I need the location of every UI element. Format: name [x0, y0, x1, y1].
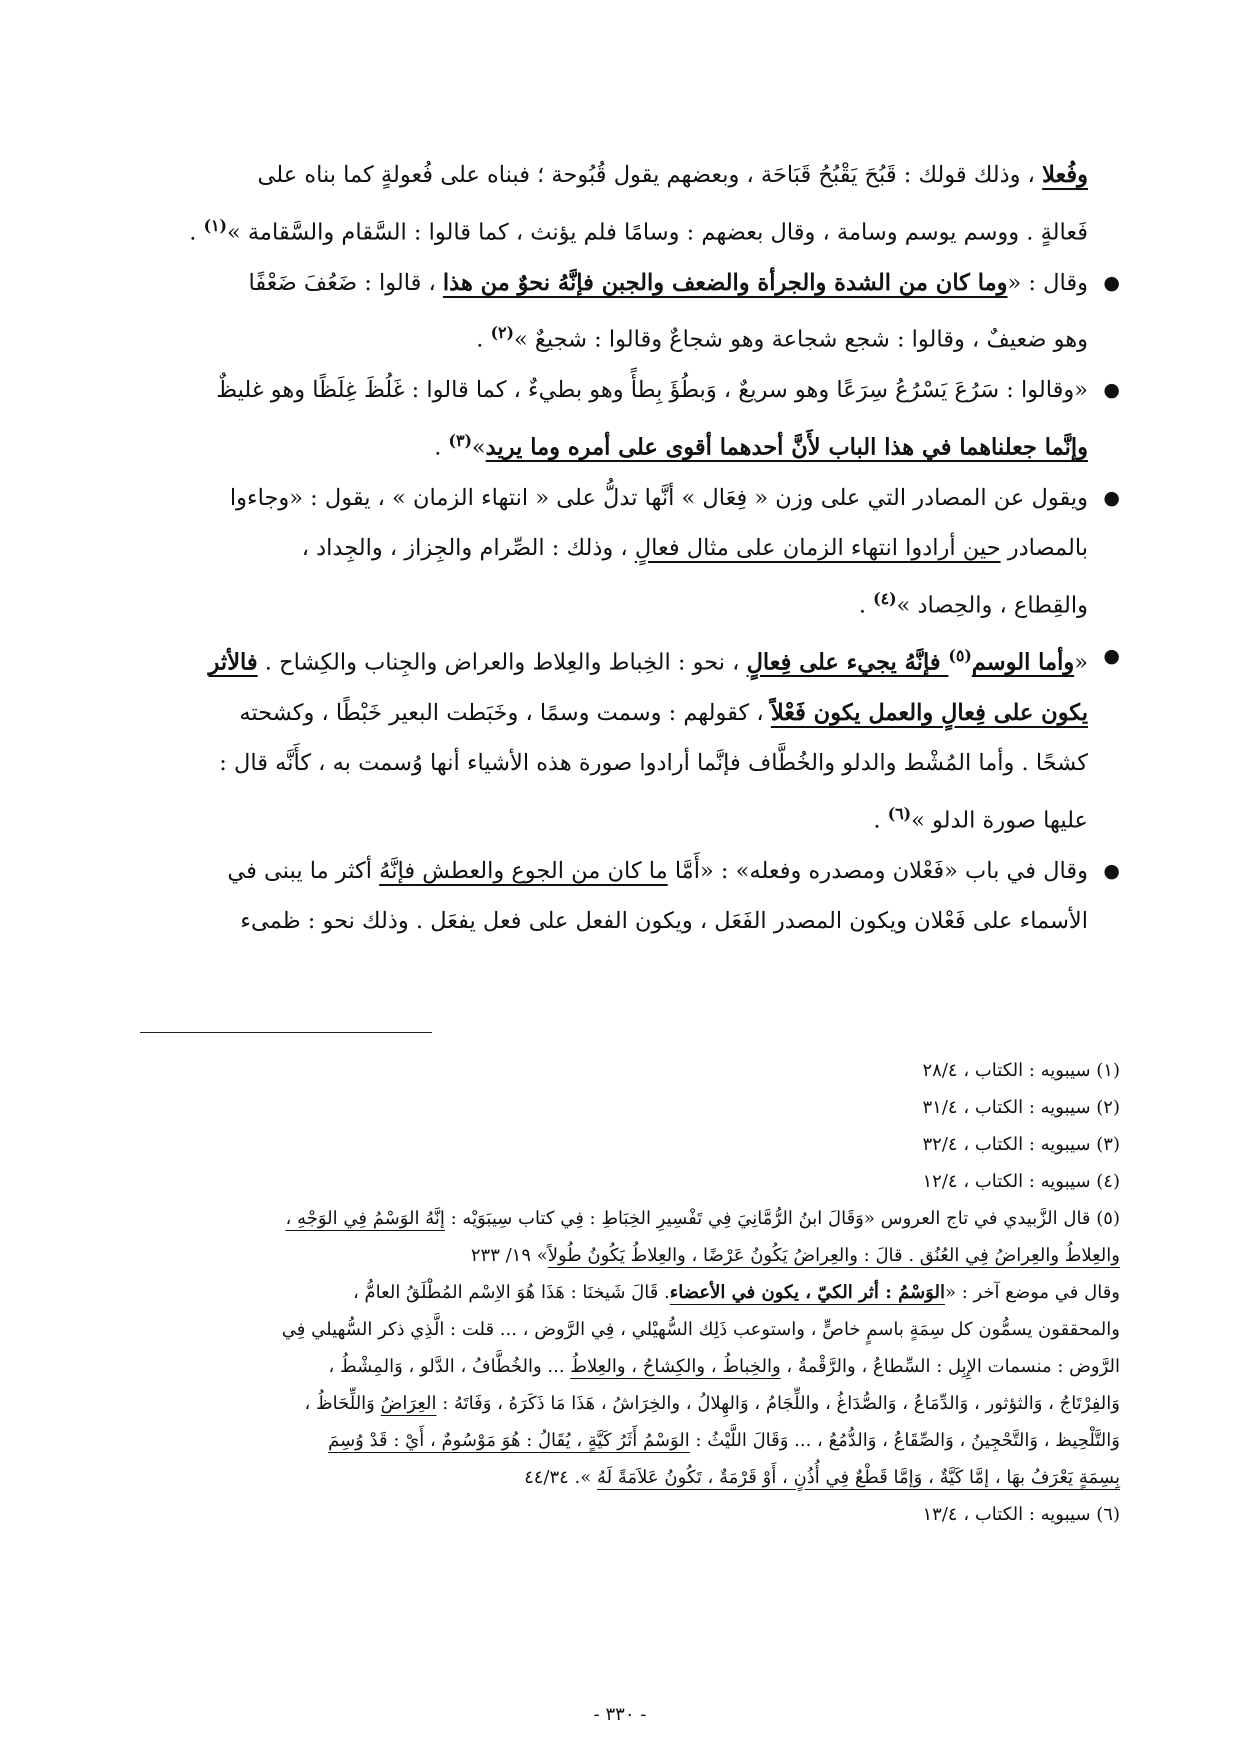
text-run: . قَالَ شَيخنَا : هَذَا هُوَ الاِسْم المُطْلَقُ العامُّ ،	[352, 1282, 670, 1303]
bullet-item	[120, 631, 1120, 688]
underlined-quote: وأما الوسم	[971, 649, 1075, 675]
bullet-item-cont	[120, 896, 1120, 947]
footnote-ref-1[interactable]: (١)	[203, 215, 227, 235]
footnote-ref-3[interactable]: (٣)	[448, 430, 472, 450]
text-run: «	[1074, 649, 1088, 675]
text-run: .	[858, 592, 874, 618]
footnote-separator	[140, 1032, 432, 1033]
text-run: .	[476, 326, 491, 353]
text-run: ويقول عن المصادر التي على وزن « فِعَال » أنَّها تدلُّ على « انتهاء الزمان » ، يقول : «وجاءوا	[229, 484, 1088, 511]
underlined-term: وفُعلا	[1042, 162, 1088, 188]
underlined-phrase: بِسِمَةٍ يَعْرَفُ بهَا ، إمَّا كَيَّةٌ ، وَإمَّا قَطْعٌ فِي أُذُنٍ ، أَوْ قَرْمَةٌ ، تَكُونُ عَلاَمَةً لَهُ	[597, 1467, 1120, 1488]
text-run: وقال في باب «فَعْلان ومصدره وفعله» : «أَمَّا	[667, 857, 1088, 884]
footnote-5-cont	[120, 1237, 1120, 1274]
bullet-dot-icon: ●	[1103, 271, 1120, 294]
bullet-item-cont	[120, 416, 1120, 473]
footnote-ref-2[interactable]: (٢)	[490, 323, 514, 342]
underlined-quote: فإنَّهُ يجيء على فِعالٍ	[746, 649, 949, 675]
text-run: وَالفِرْتَاجُ ، وَالثؤثور ، وَالدِّمَاعُ ، وَالصُّدَاغُ ، واللِّجَامُ ، وَالهِلالُ ، والخِرَاشُ ، هَذَا مَا ذَكَرَهُ ، وَفَاتَهُ :	[436, 1393, 1120, 1414]
underlined-quote: وإنَّما جعلناهما في هذا الباب لأَنَّ أحدهما أقوى على أمره وما يريد	[485, 434, 1088, 460]
underlined-phrase: والخِباطُ ، والكِشاحُ ، والعِلاطُ	[570, 1356, 781, 1377]
text-run: وَاللِّحَاظُ ،	[304, 1393, 381, 1414]
text-run: والقِطاع ، والحِصاد »	[896, 592, 1088, 618]
page-number: - ٣٣٠ -	[593, 1704, 647, 1725]
bullet-item	[120, 473, 1120, 524]
bullet-dot-icon: ●	[1103, 644, 1120, 667]
footnote-2: (٢) سيبويه : الكتاب ، ٣١/٤	[922, 1097, 1120, 1118]
text-run: ، وذلك قولك : قَبُحَ يَقْبُحُ قَبَاحَة ، وبعضهم يقول قُبُوحة ؛ فبناه على فُعولةٍ كما بناه على	[257, 162, 1043, 188]
footnote-4: (٤) سيبويه : الكتاب ، ١٢/٤	[922, 1171, 1120, 1192]
bullet-item	[120, 365, 1120, 416]
text-run: وقال في موضع آخر : «	[944, 1282, 1120, 1303]
text-run: .	[873, 807, 888, 833]
text-run: «وقالوا : سَرُعَ يَسْرُعُ سِرَعًا وهو سريعٌ ، وَبطُؤَ بِطأً وهو بطيءٌ ، كما قالوا : غَلُظَ غِلَظًا وهو غليظٌ	[216, 377, 1088, 403]
underlined-phrase: العِرَاضُ	[380, 1393, 437, 1414]
footnote-3: (٣) سيبويه : الكتاب ، ٣٢/٤	[922, 1134, 1120, 1155]
footnote-5-cont: والمحققون يسمُّون كل سِمَةٍ باسمٍ خاصٍّ ، واستوعب ذَلِك السُّهيْلي ، فِي الرَّوض ، ... قلت : الَّذِي ذكر السُّهيلي فِي	[281, 1319, 1120, 1340]
text-run: »	[471, 434, 486, 460]
text-run: ... والخُطَّافُ ، الدَّلو ، وَالمِشْطُ ،	[328, 1356, 571, 1377]
paragraph-1	[120, 150, 1120, 201]
underlined-phrase: الوَسْمُ أَثَرُ كَيَّةٍ ، يُقَالُ : هُوَ مَوْسُومٌ ، أَيْ : قَدْ وُسِمَ	[328, 1430, 690, 1451]
bullet-item-cont	[120, 308, 1120, 365]
bullet-dot-icon: ●	[1103, 859, 1120, 882]
bullet-item-cont	[120, 738, 1120, 789]
text-run: بالمصادر	[1000, 535, 1088, 561]
text-run: فَعالةٍ . ووسم يوسم وسامة ، وقال بعضهم : وسامًا فلم يؤنث ، كما قالوا : السَّقام والسَّقامة »	[226, 219, 1088, 245]
footnote-1: (١) سيبويه : الكتاب ، ٢٨/٤	[922, 1060, 1120, 1081]
text-run: وَالتَّلْحِيظ ، وَالتَّحْجِينُ ، وَالصِّقَاعُ ، وَالدُّمُعُ ، ... وَقَالَ اللَّيْثُ :	[689, 1430, 1120, 1451]
paragraph-1-cont	[120, 201, 1120, 258]
text-run: .	[434, 434, 449, 460]
footnote-5-cont	[120, 1348, 1120, 1385]
underlined-quote: وما كان من الشدة والجرأة والضعف والجبن فإنَّهُ نحوٌ من هذا	[442, 269, 1008, 296]
footnote-5	[120, 1200, 1120, 1237]
text-run: الأسماء على فَعْلان ويكون المصدر الفَعَل ، ويكون الفعل على فعل يفعَل . وذلك نحو : ظمىء	[240, 908, 1088, 934]
bullet-dot-icon: ●	[1103, 379, 1120, 401]
text-run: كشحًا . وأما المُشْط والدلو والخُطَّاف فإنَّما أرادوا صورة هذه الأشياء أنها وُسمت به ، كأَنَّه قال :	[219, 750, 1088, 776]
text-run: الرَّوض : منسمات الإِبِل : السِّطاعُ ، والرَّقْمةُ ،	[780, 1356, 1120, 1377]
underlined-phrase: والعِلاطُ والعِراضُ فِي العُنُق . قالَ : والعِراضُ يَكُونُ عَرْضًا ، والعِلاطُ يَكُونُ طُولاً	[547, 1245, 1120, 1266]
footnote-5-cont	[120, 1385, 1120, 1422]
footnote-ref-4[interactable]: (٤)	[873, 588, 897, 608]
text-run: ، كقولهم : وسمت وسمًا ، وخَبَطت البعير خَبْطًا ، وكشحته	[239, 699, 771, 726]
bullet-item-cont	[120, 688, 1120, 739]
underlined-phrase: فإنَّهُ	[379, 857, 416, 884]
text-run: عليها صورة الدلو »	[911, 807, 1088, 833]
footnote-ref-6[interactable]: (٦)	[887, 803, 912, 823]
text-run: ». ٤٤/٣٤	[524, 1467, 597, 1488]
underlined-phrase: إنَّهُ الوَسْمُ فِي الوَجْهِ ،	[285, 1208, 445, 1229]
text-run: ، نحو : الخِباط والعِلاط والعراض والجِناب والكِشاح .	[257, 649, 747, 675]
underlined-quote: يكون على فِعالٍ والعمل يكون فَعْلاً	[770, 699, 1088, 726]
underlined-phrase: حين أرادوا انتهاء الزمان على مثال فعالٍ	[634, 535, 1001, 561]
text-run: أكثر ما يبنى في	[227, 857, 380, 884]
footnote-5-cont	[120, 1274, 1120, 1311]
footnote-5-cont	[120, 1459, 1120, 1496]
bullet-item	[120, 846, 1120, 897]
text-run: وهو ضعيفٌ ، وقالوا : شجع شجاعة وهو شجاعٌ وقالوا : شجيعٌ »	[513, 326, 1088, 353]
footnotes	[120, 1052, 1120, 1533]
underlined-phrase: ما كان من الجوع والعطش	[415, 857, 668, 884]
text-run: .	[189, 219, 204, 245]
underlined-term: فالأثر	[208, 649, 258, 675]
footnote-5-cont	[120, 1422, 1120, 1459]
text-run: ، قالوا : ضَعُفَ ضَعْفًا	[248, 269, 443, 296]
footnote-6: (٦) سيبويه : الكتاب ، ١٣/٤	[922, 1504, 1120, 1525]
bullet-item-cont	[120, 523, 1120, 574]
bullet-item	[120, 258, 1120, 309]
bullet-item-cont	[120, 789, 1120, 846]
text-run: (٥) قال الزَّبيدي في تاج العروس «وَقَالَ ابنُ الرُّمَّانِيَ فِي تَفْسِيرِ الخِبَاطِ : فِي كتاب سِيبَوَيْه :	[444, 1208, 1120, 1229]
bullet-item-cont	[120, 574, 1120, 631]
text-run: وقال : «	[1007, 269, 1088, 296]
text-run: ، وذلك : الصِّرام والجِزاز ، والجِداد ،	[301, 535, 635, 561]
underlined-term: الوَسْمُ : أثر الكيّ ، يكون في الأعضاء	[669, 1282, 945, 1303]
footnote-ref-5[interactable]: (٥)	[948, 645, 972, 665]
main-text	[120, 150, 1120, 947]
text-run: » ١٩/ ٢٣٣	[470, 1245, 548, 1266]
bullet-dot-icon: ●	[1103, 486, 1120, 509]
